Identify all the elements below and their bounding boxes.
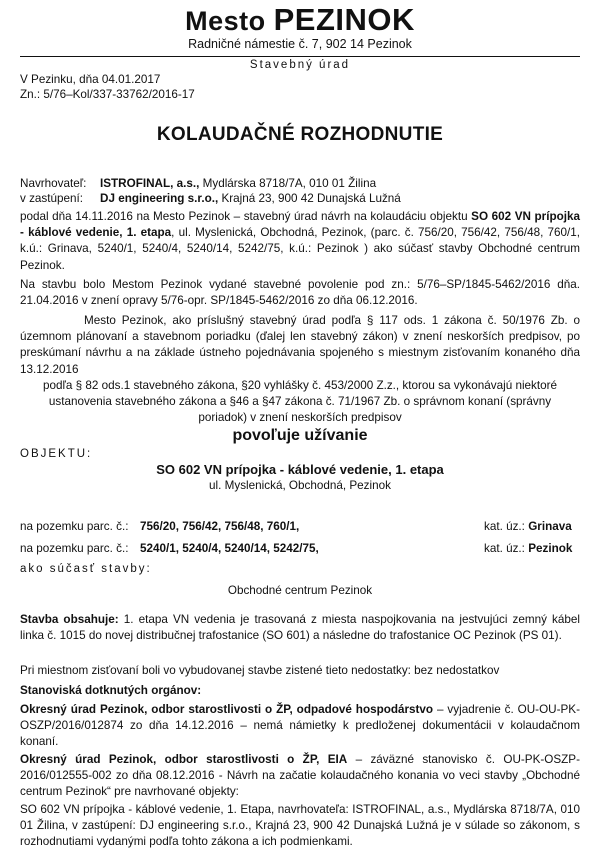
title-prefix: Mesto [185,6,266,36]
cadastre-label-2 [484,542,572,555]
agent-name: DJ engineering s.r.o., [100,192,219,205]
proposal-text-c: , ul. Myslenická, Obchodná, Pezinok, (parc. č. 756/20, 756/42, 756/48, 760/1, k.ú.: Grinava, 5240/1, 5240/4, 5240/14, 5242/75, k.ú.: Pezinok ) ako súčasť stavby Obchodné centrum Pezinok. [20,226,580,272]
header-divider [20,56,580,57]
cadastre-label-text-2: kat. úz.: [484,542,525,555]
object-name: SO 602 VN prípojka - káblové vedenie, 1. etapa [156,462,444,477]
construction-content-paragraph [20,612,580,644]
municipality-title [0,2,600,38]
plot-numbers-2: 5240/1, 5240/4, 5240/14, 5242/75, [140,542,319,555]
legal-basis-paragraph: podľa § 82 ods.1 stavebného zákona, §20 vyhlášky č. 453/2000 Z.z., ktorou sa vykonávajú niektoré ustanovenia stavebného zákona a §46 a §47 zákona č. 71/1967 Zb. o správnom konaní (správny poriadok) v znení neskorších predpisov [42,379,558,425]
part-of-label: ako súčasť stavby: [20,563,152,575]
opinion-waste-text: – vyjadrenie č. OU-OU-PK-OSZP/2016/012874 zo dňa 14.12.2016 – nemá námietky k predloženej dokumentácii v kolaudačnom konaní. [20,703,580,749]
proposal-object: SO 602 VN prípojka - káblové vedenie, 1. etapa [20,210,580,240]
construction-content-text: 1. etapa VN vedenia je trasovaná z miesta naspojkovania na jestvujúci zemný kábel linka č. 1015 do novej distribučnej trafostanice (SO 601) a následne do trafostanice OC Pezinok (PS 01). [20,613,581,643]
permit-paragraph: Na stavbu bolo Mestom Pezinok vydané stavebné povolenie pod zn.: 5/76–SP/1845-5462/2016 dňa. 21.04.2016 v znení opravy 5/76-opr. SP/1845-5462/2016 zo dňa 06.12.2016. [20,278,580,308]
plot-label-2: na pozemku parc. č.: [20,542,129,555]
opinion-eia-paragraph [20,752,580,801]
part-of-name: Obchodné centrum Pezinok [227,584,373,597]
agent-address: Krajná 23, 900 42 Dunajská Lužná [221,192,401,205]
cadastre-label-text-1: kat. úz.: [484,520,525,533]
plot-label-1: na pozemku parc. č.: [20,520,129,533]
object-label: OBJEKTU: [20,448,93,460]
authority-paragraph: Mesto Pezinok, ako príslušný stavebný úrad podľa § 117 ods. 1 zákona č. 50/1976 Zb. o územnom plánovaní a stavebnom poriadku (ďalej len stavebný zákon) v znení neskorších predpisov, po preskúmaní návrhu a na základe ústneho pojednávania spojeného s miestnym zisťovaním konaného dňa 13.12.2016 [20,314,580,376]
applicant-name: ISTROFINAL, a.s., [100,177,200,190]
inspection-paragraph: Pri miestnom zisťovaní boli vo vybudovanej stavbe zistené tieto nedostatky: bez nedostatkov [20,664,500,677]
municipality-address: Radničné námestie č. 7, 902 14 Pezinok [188,37,412,51]
allows-heading: povoľuje užívanie [232,427,368,444]
applicant-label: Navrhovateľ: [20,177,87,190]
proposal-paragraph [20,209,580,274]
agent [100,192,401,205]
cadastre-value-2: Pezinok [528,542,573,555]
title-name: PEZINOK [273,2,415,37]
proposal-text-a: podal dňa 14.11.2016 na Mesto Pezinok – stavebný úrad návrh na kolaudáciu objektu [20,210,472,223]
office-name: Stavebný úrad [249,59,351,71]
reference-number: Zn.: 5/76–Kol/337-33762/2016-17 [20,88,195,101]
opinion-waste-authority: Okresný úrad Pezinok, odbor starostlivosti o ŽP, odpadové hospodárstvo [20,703,434,716]
object-street: ul. Myslenická, Obchodná, Pezinok [209,479,391,492]
opinion-waste-paragraph [20,702,580,751]
construction-content-label: Stavba obsahuje: [20,613,119,626]
cadastre-value-1: Grinava [528,520,572,533]
cadastre-label-1 [484,520,572,533]
applicant-address: Mydlárska 8718/7A, 010 01 Žilina [202,177,377,190]
final-paragraph: SO 602 VN prípojka - káblové vedenie, 1. Etapa, navrhovateľa: ISTROFINAL, a.s., Mydlárska 8718/7A, 010 01 Žilina, v zastúpení: DJ engineering s.r.o., Krajná 23, 900 42 Dunajská Lužná je v súlade so zákonom, s rozhodnutiami vydanými podľa tohto zákona a ich podmienkami. [20,803,580,849]
place-date: V Pezinku, dňa 04.01.2017 [20,73,161,86]
opinion-eia-authority: Okresný úrad Pezinok, odbor starostlivosti o ŽP, EIA [20,753,348,766]
applicant [100,177,376,190]
plot-numbers-1: 756/20, 756/42, 756/48, 760/1, [140,520,300,533]
opinions-heading: Stanoviská dotknutých orgánov: [20,684,202,697]
opinion-eia-text: – záväzné stanovisko č. OU-PK-OSZP-2016/012555-002 zo dňa 08.12.2016 - Návrh na začatie kolaudačného konania vo veci stavby „Obchodné centrum Pezinok“ pre navrhované objekty: [20,753,580,799]
agent-label: v zastúpení: [20,192,84,205]
decision-title: KOLAUDAČNÉ ROZHODNUTIE [156,124,444,145]
